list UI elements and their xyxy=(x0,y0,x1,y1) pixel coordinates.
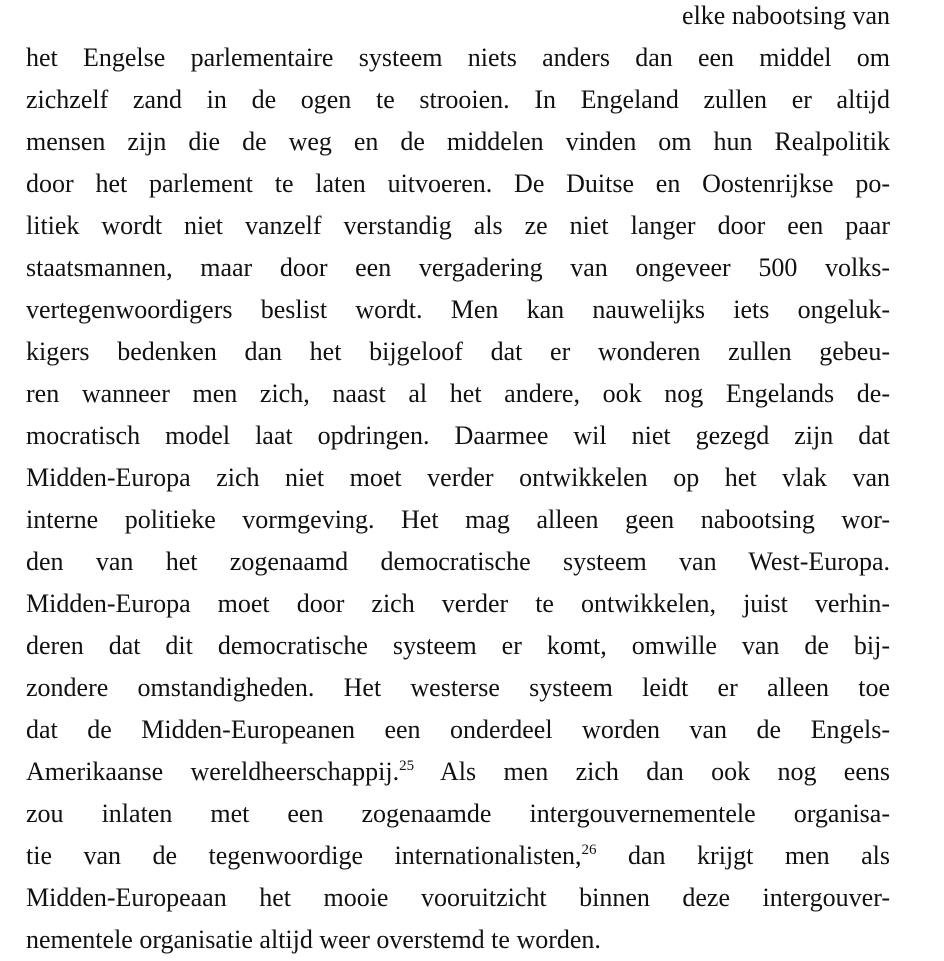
text-span: dan krijgt men als xyxy=(596,841,890,870)
text-line-with-footnote-26 xyxy=(26,835,890,877)
text-line: kigers bedenken dan het bijgeloof dat er wonderen zullen gebeu- xyxy=(26,337,890,366)
text-line: mocratisch model laat opdringen. Daarmee wil niet gezegd zijn dat xyxy=(26,421,890,450)
text-line: litiek wordt niet vanzelf verstandig als ze niet langer door een paar xyxy=(26,211,890,240)
text-line: zichzelf zand in de ogen te strooien. In Engeland zullen er altijd xyxy=(26,85,890,114)
text-line: Midden-Europeaan het mooie vooruitzicht binnen deze intergouver- xyxy=(26,883,890,912)
text-line: zondere omstandigheden. Het westerse systeem leidt er alleen toe xyxy=(26,673,890,702)
text-line: den van het zogenaamd democratische systeem van West-Europa. xyxy=(26,547,890,576)
text-line: interne politieke vormgeving. Het mag alleen geen nabootsing wor- xyxy=(26,505,890,534)
text-line: deren dat dit democratische systeem er komt, omwille van de bij- xyxy=(26,631,890,660)
text-line: dat de Midden-Europeanen een onderdeel worden van de Engels- xyxy=(26,715,890,744)
text-line: mensen zijn die de weg en de middelen vinden om hun Realpolitik xyxy=(26,127,890,156)
text-line: staatsmannen, maar door een vergadering van ongeveer 500 volks- xyxy=(26,253,890,282)
text-line-with-footnote-25 xyxy=(26,751,890,793)
text-span: Als men zich dan ook nog eens xyxy=(414,757,890,786)
text-line: Midden-Europa zich niet moet verder ontwikkelen op het vlak van xyxy=(26,463,890,492)
footnote-reference[interactable]: 25 xyxy=(399,758,415,774)
text-line: vertegenwoordigers beslist wordt. Men kan nauwelijks iets ongeluk- xyxy=(26,295,890,324)
text-line: Midden-Europa moet door zich verder te ontwikkelen, juist verhin- xyxy=(26,589,890,618)
text-line: het Engelse parlementaire systeem niets anders dan een middel om xyxy=(26,43,890,72)
text-line: elke nabootsing van xyxy=(682,1,890,30)
text-line: door het parlement te laten uitvoeren. De Duitse en Oostenrijkse po- xyxy=(26,169,890,198)
footnote-reference[interactable]: 26 xyxy=(581,842,597,858)
text-span: tie van de tegenwoordige internationalisten, xyxy=(26,841,582,870)
text-line: nementele organisatie altijd weer overstemd te worden. xyxy=(26,925,601,954)
text-line: zou inlaten met een zogenaamde intergouvernementele organisa- xyxy=(26,799,890,828)
text-span: Amerikaanse wereldheerschappij. xyxy=(26,757,400,786)
text-line: ren wanneer men zich, naast al het andere, ook nog Engelands de- xyxy=(26,379,890,408)
document-page xyxy=(26,0,890,959)
